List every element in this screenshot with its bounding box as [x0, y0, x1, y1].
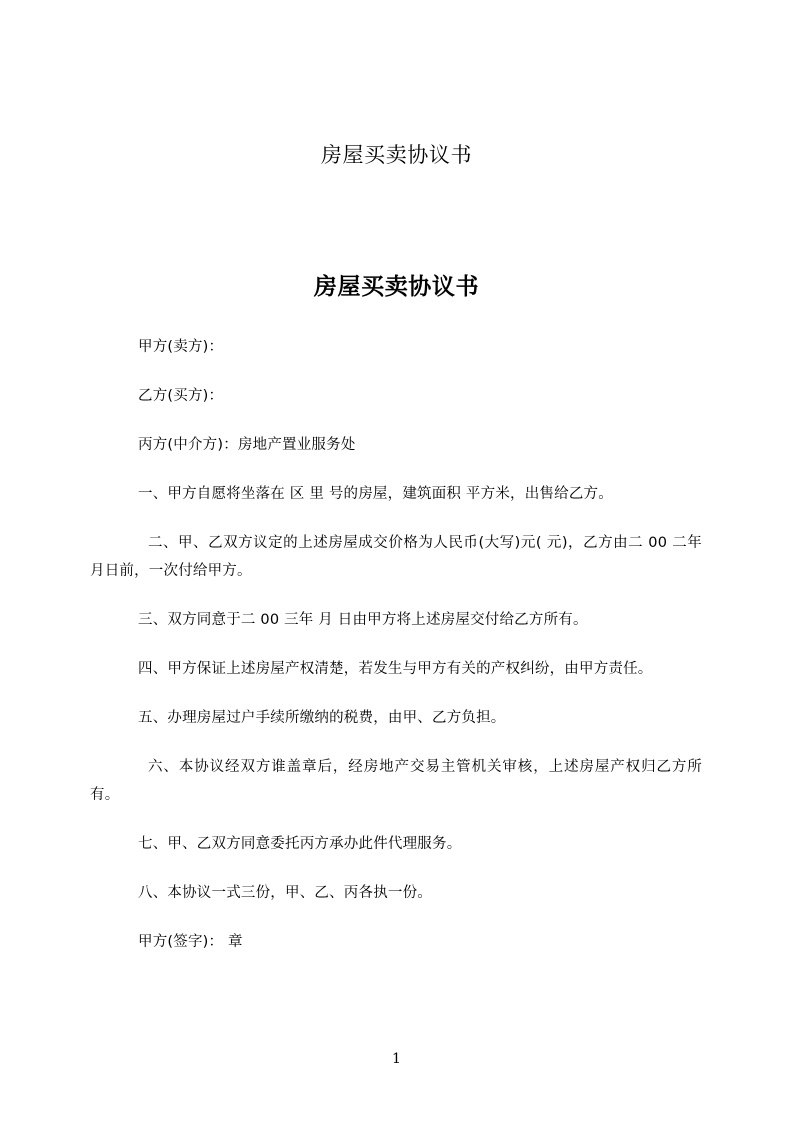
- document-header-title: 房屋买卖协议书: [320, 143, 473, 167]
- page-title: 房屋买卖协议书: [313, 274, 480, 300]
- paragraph-party-c: 丙方(中介方)：房地产置业服务处: [138, 437, 356, 453]
- paragraph-party-b: 乙方(买方)：: [138, 388, 224, 404]
- page-number: 1: [392, 1051, 401, 1067]
- paragraph-clause-8: 八、本协议一式三份，甲、乙、丙各执一份。: [138, 885, 432, 901]
- paragraph-clause-2: 二、甲、乙双方议定的上述房屋成交价格为人民币(大写)元( 元)，乙方由二 00 二年月日前，一次付给甲方。: [90, 535, 702, 579]
- paragraph-signature-party-a: 甲方(签字)： 章: [138, 934, 243, 950]
- paragraph-clause-1: 一、甲方自愿将坐落在 区 里 号的房屋，建筑面积 平方米，出售给乙方。: [138, 486, 613, 502]
- paragraph-clause-3: 三、双方同意于二 00 三年 月 日由甲方将上述房屋交付给乙方所有。: [138, 612, 588, 628]
- paragraph-party-a: 甲方(卖方)：: [138, 339, 224, 355]
- paragraph-clause-4: 四、甲方保证上述房屋产权清楚，若发生与甲方有关的产权纠纷，由甲方责任。: [138, 661, 653, 677]
- paragraph-clause-7: 七、甲、乙双方同意委托丙方承办此件代理服务。: [138, 836, 462, 852]
- paragraph-clause-6: 六、本协议经双方谁盖章后，经房地产交易主管机关审核，上述房屋产权归乙方所有。: [90, 759, 702, 803]
- document-body: [90, 333, 702, 956]
- paragraph-clause-5: 五、办理房屋过户手续所缴纳的税费，由甲、乙方负担。: [138, 710, 506, 726]
